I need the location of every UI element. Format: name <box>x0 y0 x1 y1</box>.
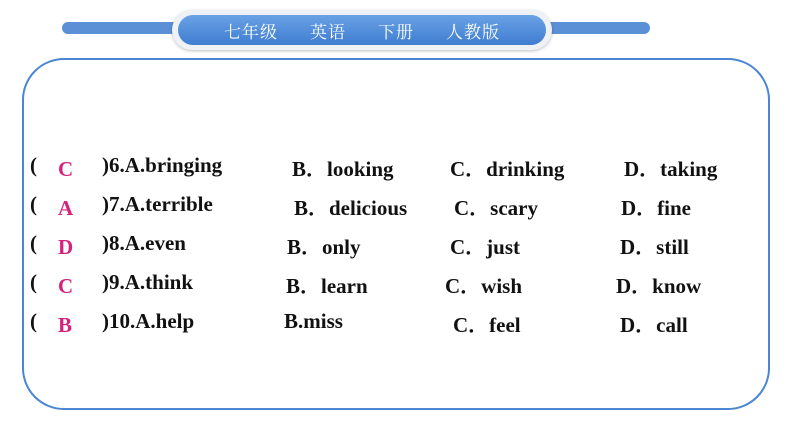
title-banner-inner <box>178 15 546 45</box>
option-d: D．know <box>616 274 702 298</box>
answer-letter: C <box>58 274 74 298</box>
option-b: B．looking <box>292 157 394 181</box>
edition-label: 人教版 <box>446 22 500 43</box>
question-row <box>30 153 770 183</box>
question-stem: )8.A.even <box>102 231 186 255</box>
answer-letter: A <box>58 196 74 220</box>
option-d: D．taking <box>624 157 718 181</box>
paren-open: ( <box>30 270 37 294</box>
volume-label: 下册 <box>378 22 414 43</box>
question-row <box>30 270 770 300</box>
question-stem: )7.A.terrible <box>102 192 213 216</box>
answer-letter: B <box>58 313 73 337</box>
option-c: C．feel <box>453 313 521 337</box>
subject-label: 英语 <box>310 22 346 43</box>
answer-letter: D <box>58 235 74 259</box>
question-stem: )6.A.bringing <box>102 153 223 177</box>
question-stem: )10.A.help <box>102 309 195 333</box>
option-b: B．delicious <box>294 196 408 220</box>
answer-letter: C <box>58 157 74 181</box>
option-d: D．call <box>620 313 688 337</box>
paren-open: ( <box>30 192 37 216</box>
question-stem: )9.A.think <box>102 270 194 294</box>
option-c: C．scary <box>454 196 538 220</box>
option-b: B.miss <box>284 309 343 333</box>
paren-open: ( <box>30 231 37 255</box>
option-d: D．fine <box>621 196 691 220</box>
option-c: C．drinking <box>450 157 565 181</box>
option-b: B．learn <box>286 274 368 298</box>
question-row <box>30 192 770 222</box>
question-row <box>30 231 770 261</box>
option-b: B．only <box>287 235 361 259</box>
header-bar-right <box>545 22 650 34</box>
grade-label: 七年级 <box>224 22 278 43</box>
option-d: D．still <box>620 235 689 259</box>
option-c: C．just <box>450 235 521 259</box>
paren-open: ( <box>30 153 37 177</box>
question-row <box>30 309 770 339</box>
paren-open: ( <box>30 309 37 333</box>
option-c: C．wish <box>445 274 523 298</box>
title-banner <box>172 10 552 50</box>
